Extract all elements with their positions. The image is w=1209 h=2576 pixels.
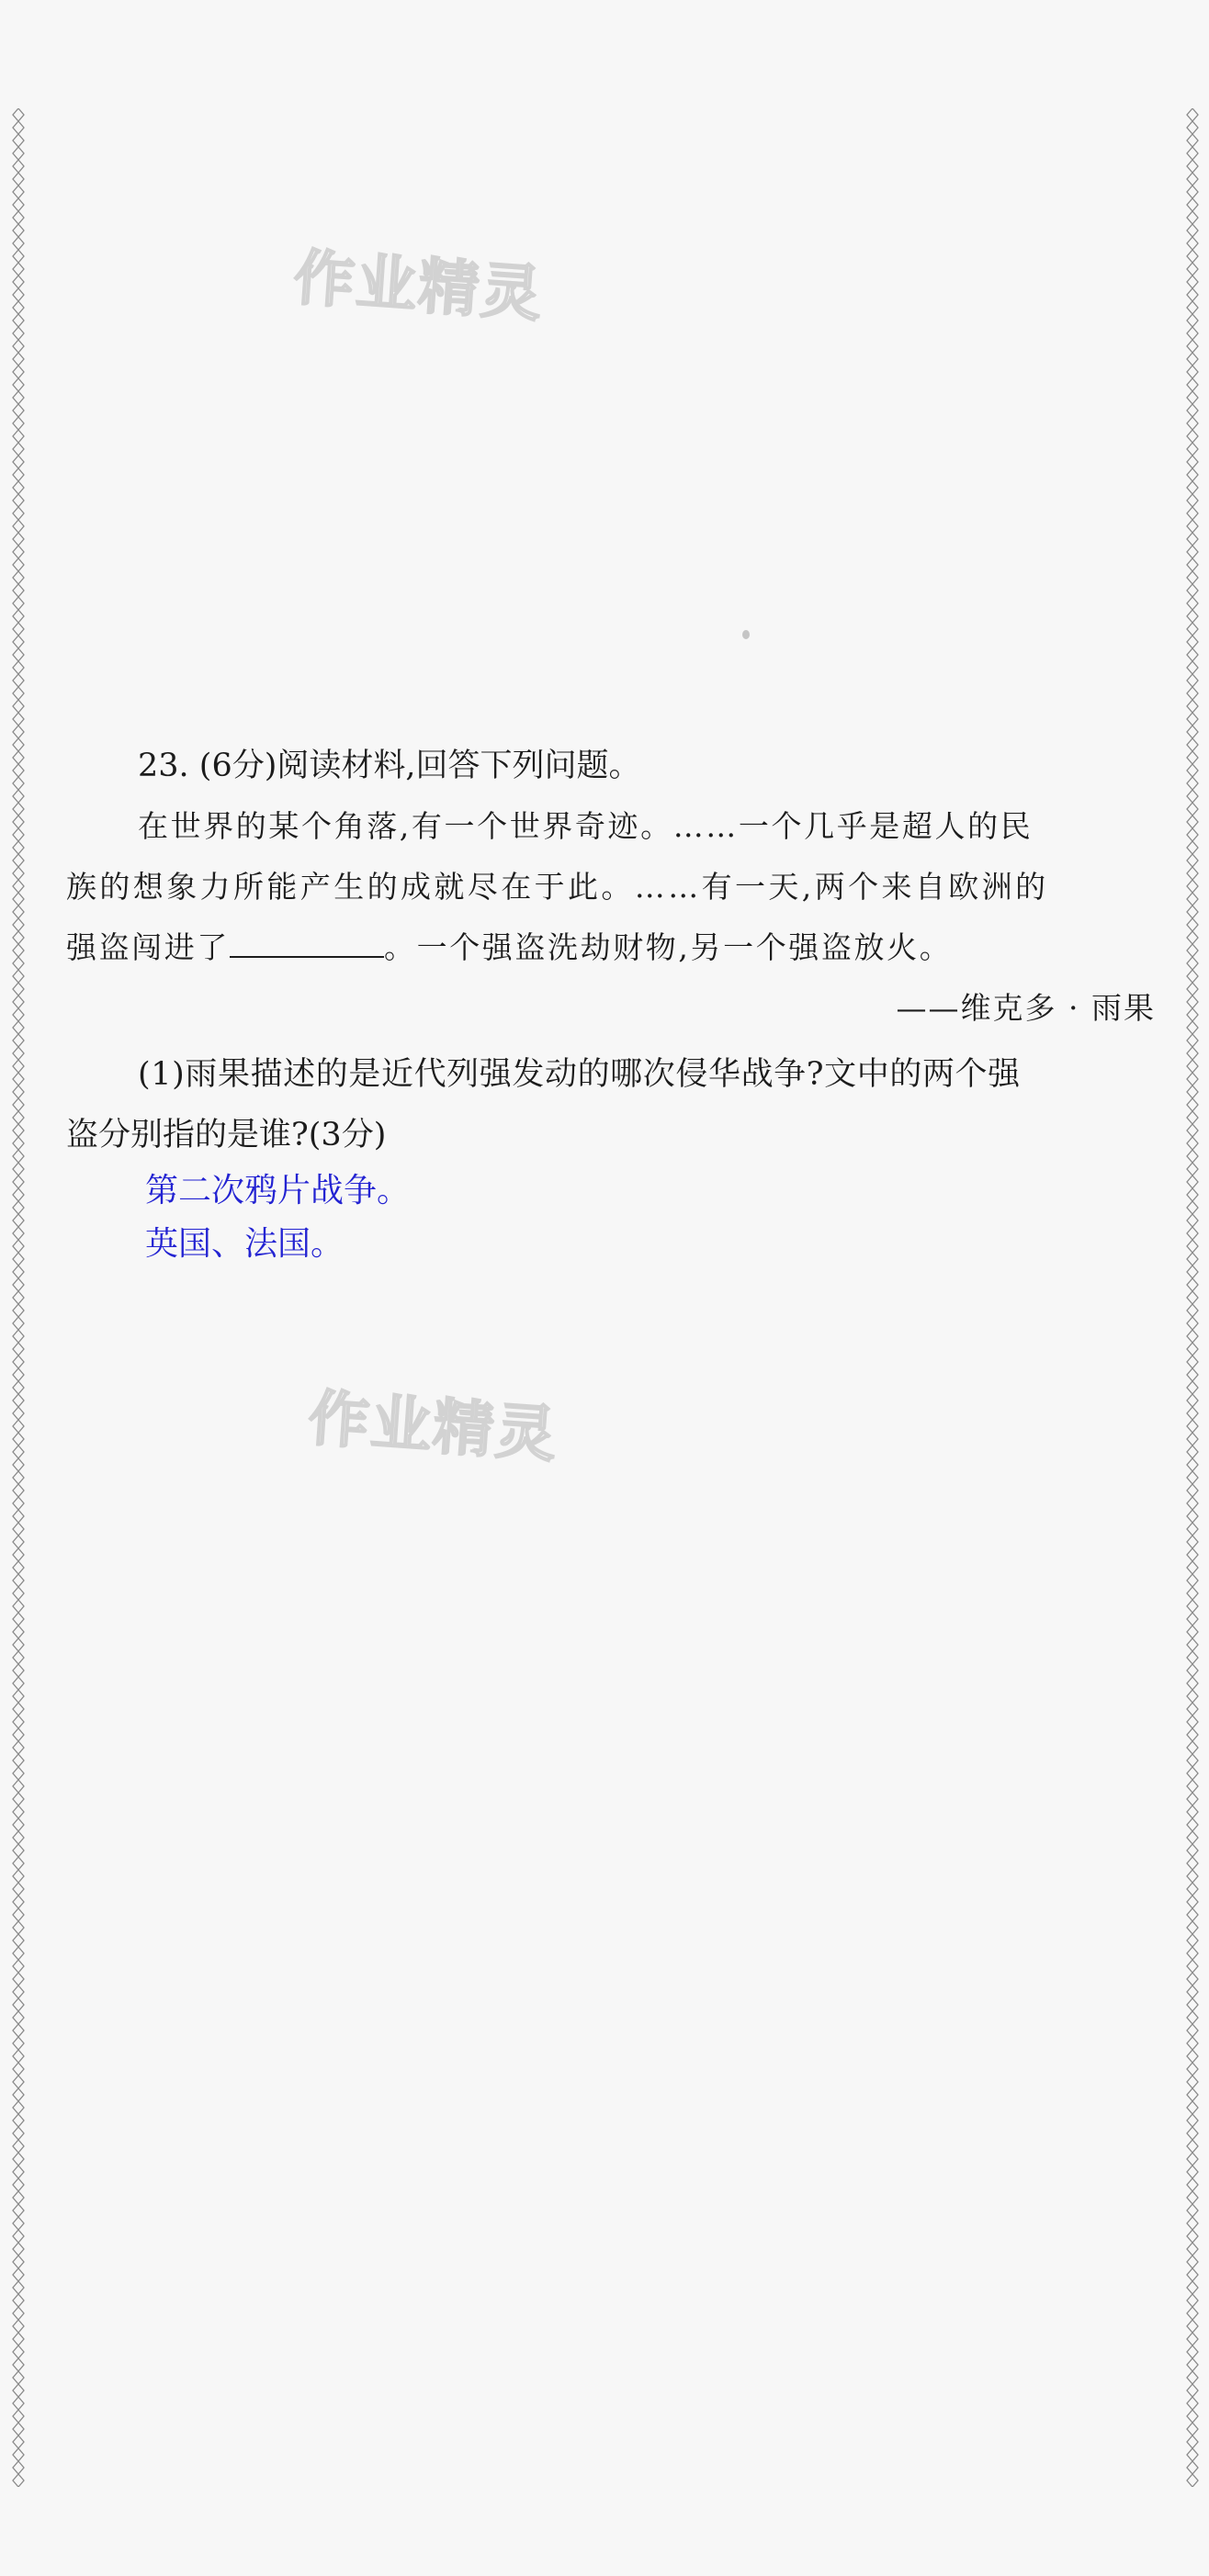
scan-speck [742, 630, 750, 639]
sub-question-1-line-1: (1)雨果描述的是近代列强发动的哪次侵华战争?文中的两个强 [138, 1056, 1021, 1093]
material-line-3-start: 强盗闯进了 [66, 929, 230, 965]
material-line-1: 在世界的某个角落,有一个世界奇迹。……一个几乎是超人的民 [138, 808, 1034, 844]
watermark-top: 作业精灵 [291, 242, 546, 331]
fill-in-blank [230, 928, 384, 958]
right-decorative-border [1185, 108, 1200, 2487]
material-line-3-end: 。一个强盗洗劫财物,另一个强盗放火。 [384, 929, 953, 965]
sub-question-1-line-2: 盗分别指的是谁?(3分) [66, 1117, 387, 1153]
left-decorative-border [11, 108, 26, 2487]
watermark-middle: 作业精灵 [306, 1382, 560, 1471]
material-line-2: 族的想象力所能产生的成就尽在于此。……有一天,两个来自欧洲的 [66, 869, 1049, 905]
material-source: ——维克多 · 雨果 [896, 990, 1156, 1026]
answer-line-1: 第二次鸦片战争。 [145, 1172, 411, 1209]
question-header: 23. (6分)阅读材料,回答下列问题。 [138, 748, 641, 784]
material-line-3 [66, 924, 1156, 967]
answer-line-2: 英国、法国。 [145, 1225, 345, 1263]
